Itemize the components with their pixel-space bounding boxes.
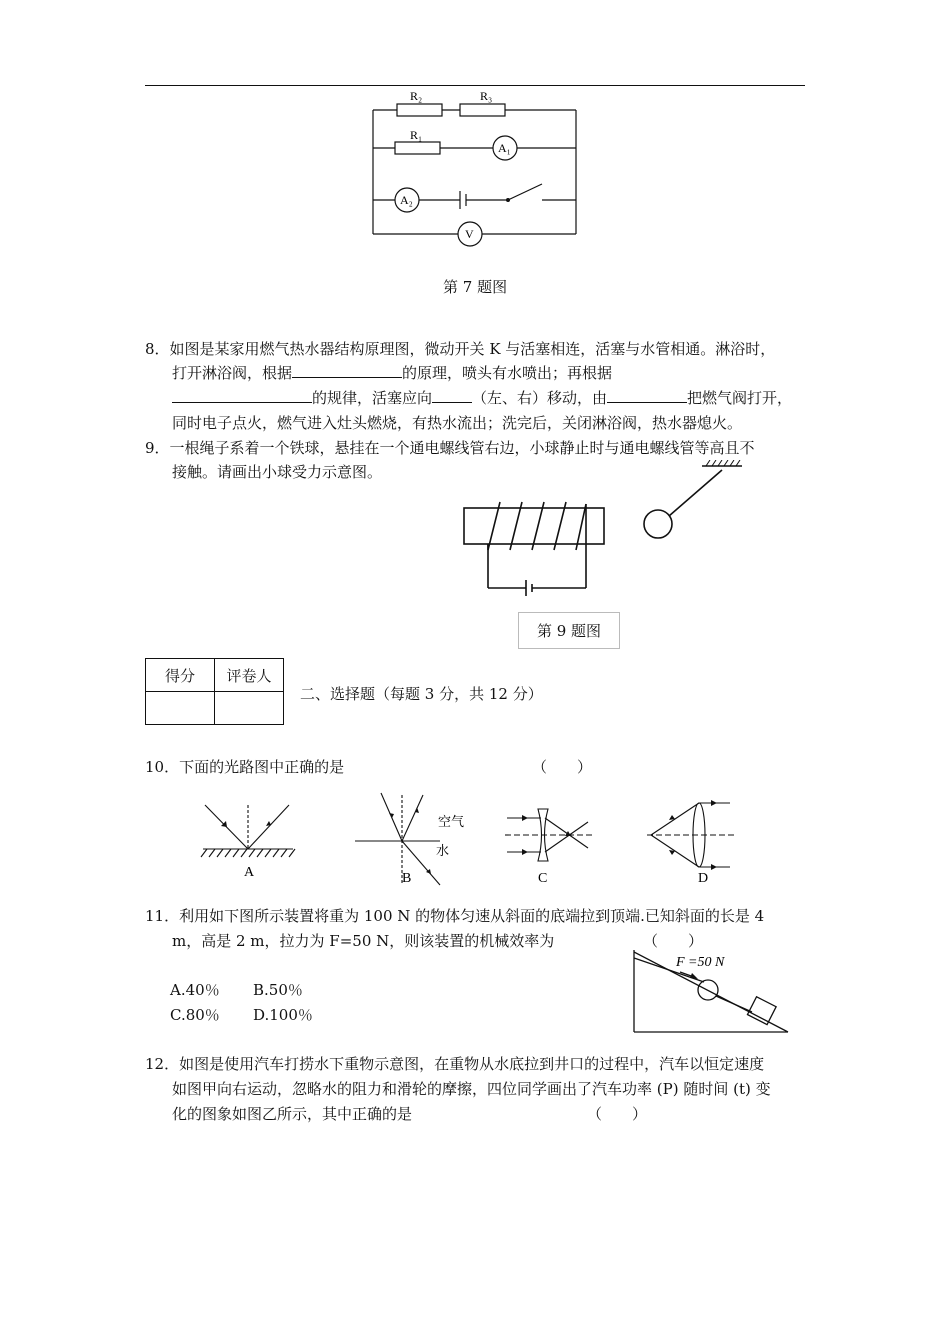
q10-option-d[interactable]: D (698, 871, 709, 886)
fig7-label-r3: R₃ (480, 89, 493, 103)
fig7-circuit-diagram (360, 88, 590, 248)
fig7-label-v: V (465, 227, 474, 241)
score-table (145, 658, 284, 725)
q11-line2: m，高是 2 m，拉力为 F=50 N，则该装置的机械效率为 (172, 932, 555, 950)
q11-option-c[interactable]: C.80％ (170, 1006, 220, 1024)
q10-option-a[interactable]: A (244, 865, 255, 880)
grader-header: 评卷人 (215, 659, 284, 692)
q8-line2 (172, 362, 612, 383)
q8-line1: 8．如图是某家用燃气热水器结构原理图，微动开关 K 与活塞相连，活塞与水管相通。淋浴时， (145, 340, 776, 358)
q10-water-label: 水 (436, 843, 450, 858)
q8-line3 (172, 387, 792, 408)
q10-text: 10．下面的光路图中正确的是 (145, 758, 345, 776)
fig7-label-r2: R₂ (410, 89, 423, 103)
q8-line3a: 的规律，活塞应向 (312, 389, 433, 407)
q8-blank-1[interactable] (292, 363, 402, 378)
q11-incline-diagram (630, 948, 790, 1036)
q10-answer-paren[interactable]: （ ） (532, 758, 593, 776)
q8-blank-3[interactable] (432, 388, 472, 403)
fig9-caption: 第 9 题图 (536, 622, 602, 640)
fig9-solenoid-diagram (460, 460, 770, 600)
q12-answer-paren[interactable]: （ ） (587, 1105, 648, 1123)
q11-option-b[interactable]: B.50％ (253, 981, 303, 999)
q12-line1: 12．如图是使用汽车打捞水下重物示意图，在重物从水底拉到井口的过程中，汽车以恒定速度 (145, 1055, 765, 1073)
q10-air-label: 空气 (438, 814, 465, 829)
q10-option-c[interactable]: C (538, 871, 548, 886)
q8-line2a: 打开淋浴阀，根据 (172, 364, 293, 382)
q11-line1: 11．利用如下图所示装置将重为 100 N 的物体匀速从斜面的底端拉到顶端.已知斜面的长是 4 (145, 907, 765, 925)
fig9-caption-box (518, 612, 620, 649)
score-cell[interactable] (146, 692, 215, 725)
q11-answer-paren[interactable]: （ ） (643, 932, 704, 950)
q11-option-d[interactable]: D.100％ (253, 1006, 313, 1024)
grader-cell[interactable] (215, 692, 284, 725)
q8-line3b: （左、右）移动，由 (472, 389, 608, 407)
q8-blank-4[interactable] (607, 388, 687, 403)
q8-line3c: 把燃气阀打开， (687, 389, 793, 407)
q8-line2b: 的原理，喷头有水喷出；再根据 (402, 364, 613, 382)
section2-title: 二、选择题（每题 3 分，共 12 分） (300, 685, 543, 703)
q8-line4: 同时电子点火，燃气进入灶头燃烧，有热水流出；洗完后，关闭淋浴阀，热水器熄火。 (172, 414, 743, 432)
q8-blank-2[interactable] (172, 388, 312, 403)
fig7-label-r1: R₁ (410, 128, 423, 142)
q9-line1: 9．一根绳子系着一个铁球，悬挂在一个通电螺线管右边，小球静止时与通电螺线管等高且不 (145, 439, 755, 457)
score-header: 得分 (146, 659, 215, 692)
fig7-caption: 第 7 题图 (443, 278, 508, 296)
fig7-label-a1: A₁ (498, 141, 511, 155)
header-rule (145, 85, 805, 86)
q11-option-a[interactable]: A.40％ (170, 981, 220, 999)
q10-light-path-diagrams (195, 785, 755, 890)
fig7-label-a2: A₂ (400, 193, 413, 207)
q11-force-label: F =50 N (676, 955, 725, 970)
q9-line2: 接触。请画出小球受力示意图。 (172, 463, 383, 481)
q12-line3: 化的图象如图乙所示，其中正确的是 (172, 1105, 413, 1123)
q12-line2: 如图甲向右运动，忽略水的阻力和滑轮的摩擦，四位同学画出了汽车功率 (P) 随时间 (t) 变 (172, 1080, 771, 1098)
q10-option-b[interactable]: B (402, 871, 412, 886)
